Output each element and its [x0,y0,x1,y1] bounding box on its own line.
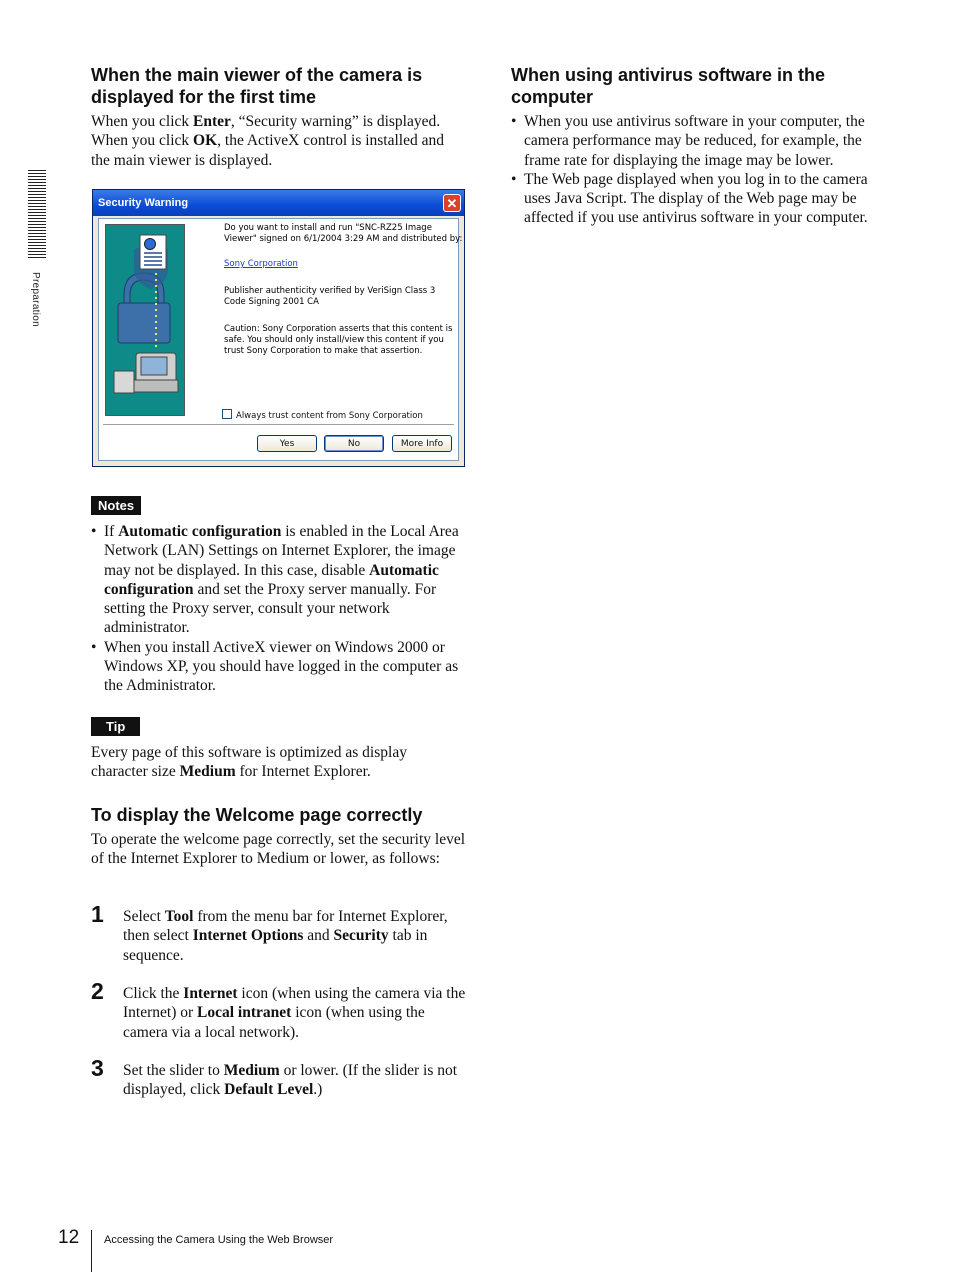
welcome-intro: To operate the welcome page correctly, set the security level of the Internet Explorer to Medium or lower, as follows: [91,831,466,868]
notes-tag: Notes [91,496,141,515]
always-trust-checkbox[interactable] [222,409,423,421]
security-warning-dialog [92,189,465,467]
notes-list [91,522,466,696]
step-text: Select Tool from the menu bar for Internet Explorer, then select Internet Options and Security tab in sequence. [123,908,448,964]
dialog-separator [103,424,454,425]
dialog-body [98,218,463,461]
note-item: • When you install ActiveX viewer on Windows 2000 or Windows XP, you should have logged in the computer as the Administrator. [91,638,466,696]
note-item: • If Automatic configuration is enabled in the Local Area Network (LAN) Settings on Internet Explorer, the image may not be displayed. In this case, disable Automatic configuration and set the Proxy server manually. For setting the Proxy server, consult your network administrator. [91,522,466,638]
heading-antivirus: When using antivirus software in the computer [511,65,826,107]
security-art [105,224,185,416]
tip-tag: Tip [91,717,140,736]
step-number: 2 [91,978,104,1004]
side-tab-label: Preparation [30,272,41,327]
heading-first-time: When the main viewer of the camera is displayed for the first time [91,65,423,107]
dialog-question: Do you want to install and run "SNC-RZ25 Image Viewer" signed on 6/1/2004 3:29 AM and distributed by: [224,223,463,244]
antivirus-item: • When you use antivirus software in your computer, the camera performance may be reduced, for example, the frame rate for displaying the image may be lower. [511,112,889,170]
step-text: Click the Internet icon (when using the camera via the Internet) or Local intranet icon (when using the camera via a local network). [123,985,466,1041]
tip-paragraph: Every page of this software is optimized as display character size Medium for Internet Explorer. [91,744,407,781]
publisher-link[interactable]: Sony Corporation [224,259,298,269]
no-button[interactable]: No [324,435,384,452]
shield-computer-icon [106,225,184,415]
dialog-title: Security Warning [93,190,464,216]
step-1 [91,901,466,965]
heading-welcome: To display the Welcome page correctly [91,805,423,825]
intro-paragraph: When you click Enter, “Security warning” is displayed. When you click OK, the ActiveX control is installed and the main viewer is displayed. [91,113,444,169]
more-info-button[interactable]: More Info [392,435,452,452]
close-icon[interactable]: ✕ [443,194,461,212]
step-number: 1 [91,901,104,927]
yes-button[interactable]: Yes [257,435,317,452]
checkbox-label: Always trust content from Sony Corporation [236,411,423,421]
footer-divider [91,1230,92,1272]
step-3 [91,1055,466,1100]
step-2 [91,978,466,1042]
page-number: 12 [58,1227,80,1248]
step-number: 3 [91,1055,104,1081]
antivirus-item: • The Web page displayed when you log in to the camera uses Java Script. The display of the Web page may be affected if you use antivirus software in your computer. [511,170,889,228]
step-text: Set the slider to Medium or lower. (If the slider is not displayed, click Default Level.) [123,1062,458,1099]
footer-title: Accessing the Camera Using the Web Browser [104,1234,334,1246]
side-tab-bars [28,170,46,260]
antivirus-list [511,112,889,228]
authenticity-text: Publisher authenticity verified by VeriSign Class 3 Code Signing 2001 CA [224,286,436,307]
caution-text: Caution: Sony Corporation asserts that this content is safe. You should only install/view this content if you trust Sony Corporation to make that assertion. [224,324,453,356]
checkbox-icon[interactable] [222,409,232,419]
